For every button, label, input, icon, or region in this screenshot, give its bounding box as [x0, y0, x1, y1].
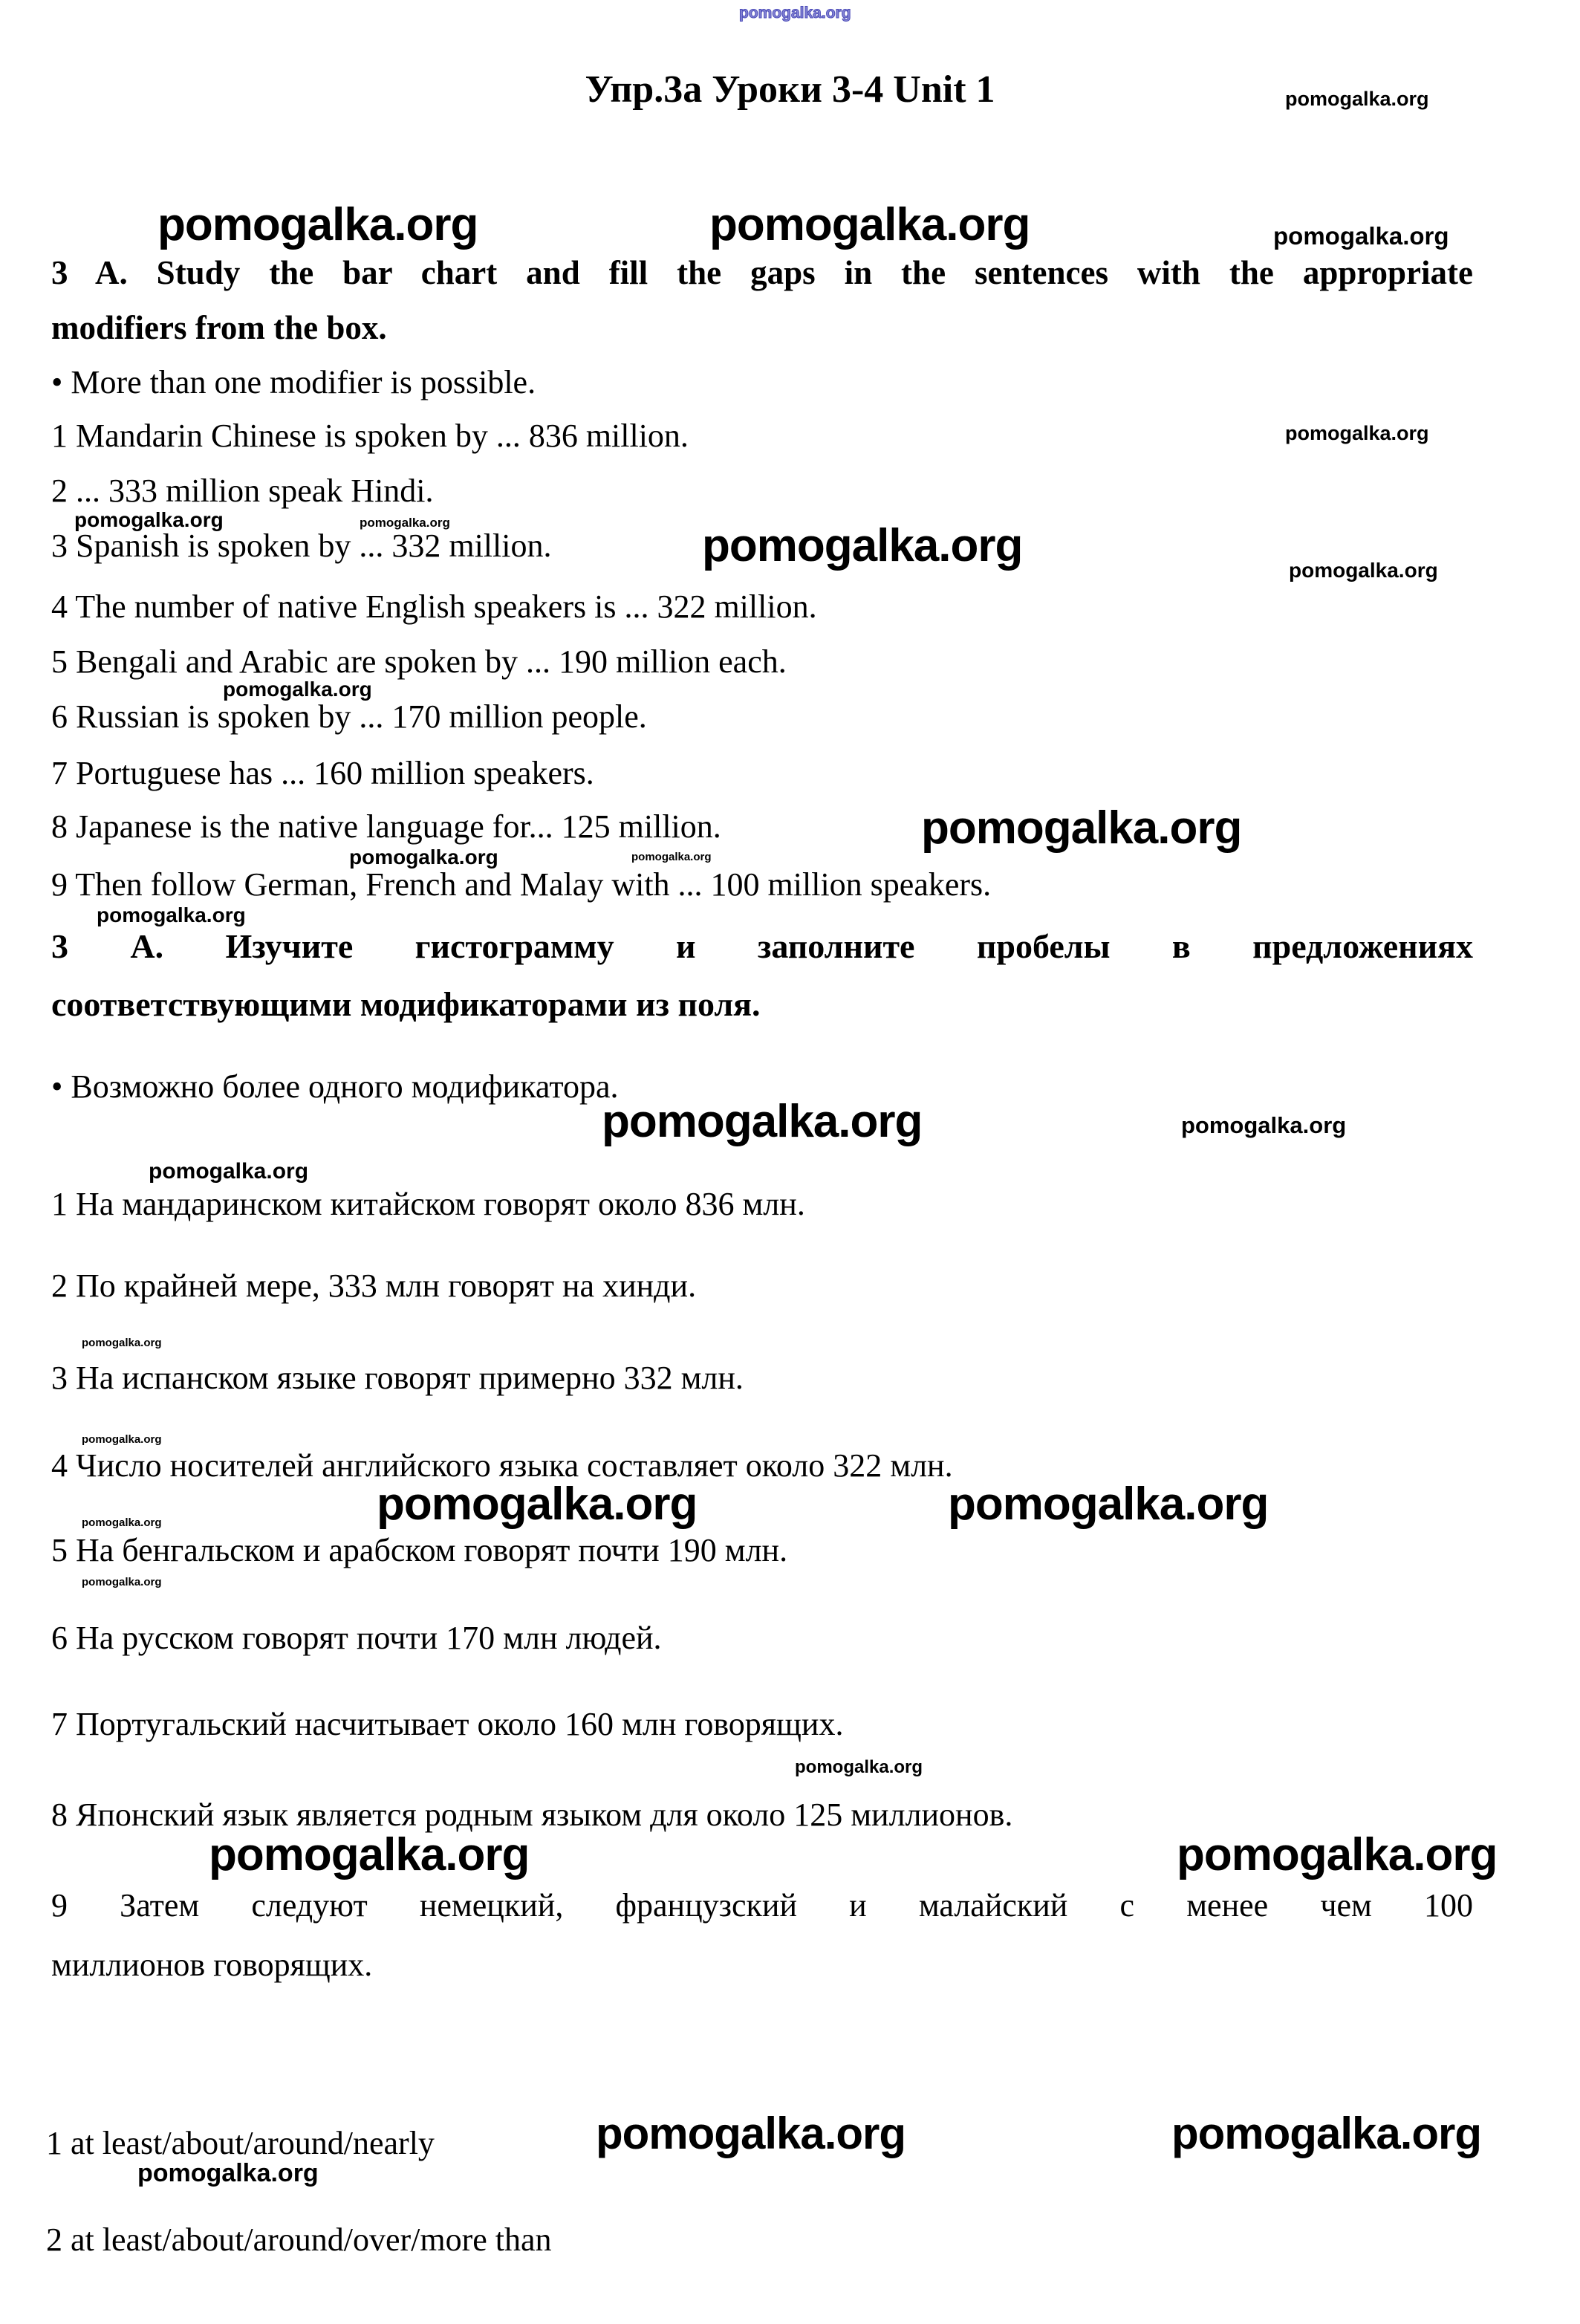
watermark: pomogalka.org — [1177, 1829, 1498, 1880]
task-heading-ru-line2: соответствующими модификаторами из поля. — [51, 985, 761, 1023]
watermark: pomogalka.org — [74, 508, 224, 531]
watermark: pomogalka.org — [209, 1829, 530, 1880]
task-note-ru: • Возможно более одного модификатора. — [51, 1068, 619, 1105]
task-note-en: • More than one modifier is possible. — [51, 364, 536, 400]
watermark: pomogalka.org — [948, 1479, 1269, 1530]
watermark: pomogalka.org — [1285, 88, 1429, 110]
watermark: pomogalka.org — [82, 1576, 162, 1588]
watermark: pomogalka.org — [157, 199, 478, 250]
watermark: pomogalka.org — [921, 802, 1242, 854]
watermark: pomogalka.org — [1171, 2109, 1482, 2158]
sentence-ru-7: 7 Португальский насчитывает около 160 млн говорящих. — [51, 1706, 844, 1742]
watermark: pomogalka.org — [360, 516, 450, 530]
sentence-en-5: 5 Bengali and Arabic are spoken by ... 190 million each. — [51, 643, 787, 680]
sentence-en-6: 6 Russian is spoken by ... 170 million people. — [51, 698, 647, 735]
sentence-en-4: 4 The number of native English speakers is ... 322 million. — [51, 588, 817, 625]
sentence-ru-1: 1 На мандаринском китайском говорят около 836 млн. — [51, 1186, 805, 1222]
sentence-ru-8: 8 Японский язык является родным языком для около 125 миллионов. — [51, 1796, 1013, 1833]
watermark: pomogalka.org — [795, 1757, 923, 1777]
watermark: pomogalka.org — [1289, 559, 1438, 582]
watermark: pomogalka.org — [82, 1433, 162, 1446]
watermark: pomogalka.org — [1285, 422, 1429, 444]
sentence-ru-9-line1: 9 Затем следуют немецкий, французский и малайский с менее чем 100 — [51, 1887, 1473, 1924]
watermark: pomogalka.org — [82, 1337, 162, 1349]
watermark: pomogalka.org — [149, 1159, 309, 1184]
watermark: pomogalka.org — [631, 851, 712, 863]
sentence-en-9: 9 Then follow German, French and Malay with ... 100 million speakers. — [51, 866, 992, 903]
sentence-ru-9-line2: миллионов говорящих. — [51, 1947, 373, 1983]
sentence-en-8: 8 Japanese is the native language for... 125 million. — [51, 808, 721, 845]
task-heading-ru-line1: 3 А. Изучите гистограмму и заполните пробелы в предложениях — [51, 927, 1473, 965]
answer-line-1: 1 at least/about/around/nearly — [46, 2125, 435, 2161]
sentence-ru-2: 2 По крайней мере, 333 млн говорят на хинди. — [51, 1268, 697, 1304]
watermark: pomogalka.org — [137, 2159, 319, 2187]
watermark: pomogalka.org — [596, 2109, 906, 2158]
sentence-ru-5: 5 На бенгальском и арабском говорят почти 190 млн. — [51, 1532, 788, 1568]
watermark-top: pomogalka.org — [739, 4, 851, 22]
sentence-en-2: 2 ... 333 million speak Hindi. — [51, 473, 434, 509]
watermark: pomogalka.org — [82, 1516, 162, 1529]
watermark: pomogalka.org — [709, 199, 1030, 250]
watermark: pomogalka.org — [97, 903, 246, 926]
watermark: pomogalka.org — [1181, 1112, 1347, 1138]
task-heading-en-line2: modifiers from the box. — [51, 309, 387, 346]
task-heading-en-line1: 3 A. Study the bar chart and fill the gaps in the sentences with the appropriate — [51, 254, 1473, 291]
sentence-ru-6: 6 На русском говорят почти 170 млн людей. — [51, 1620, 662, 1656]
watermark: pomogalka.org — [702, 520, 1023, 571]
watermark: pomogalka.org — [602, 1096, 923, 1147]
sentence-en-7: 7 Portuguese has ... 160 million speakers. — [51, 755, 594, 791]
sentence-ru-4: 4 Число носителей английского языка составляет около 322 млн. — [51, 1447, 953, 1484]
answer-line-2: 2 at least/about/around/over/more than — [46, 2221, 552, 2258]
watermark: pomogalka.org — [1273, 222, 1449, 250]
sentence-en-3: 3 Spanish is spoken by ... 332 million. — [51, 528, 552, 564]
watermark: pomogalka.org — [349, 845, 498, 869]
sentence-en-1: 1 Mandarin Chinese is spoken by ... 836 million. — [51, 418, 689, 454]
watermark: pomogalka.org — [223, 678, 372, 701]
sentence-ru-3: 3 На испанском языке говорят примерно 332 млн. — [51, 1360, 744, 1396]
watermark: pomogalka.org — [377, 1479, 698, 1530]
page-title: Упр.3а Уроки 3-4 Unit 1 — [585, 68, 995, 111]
